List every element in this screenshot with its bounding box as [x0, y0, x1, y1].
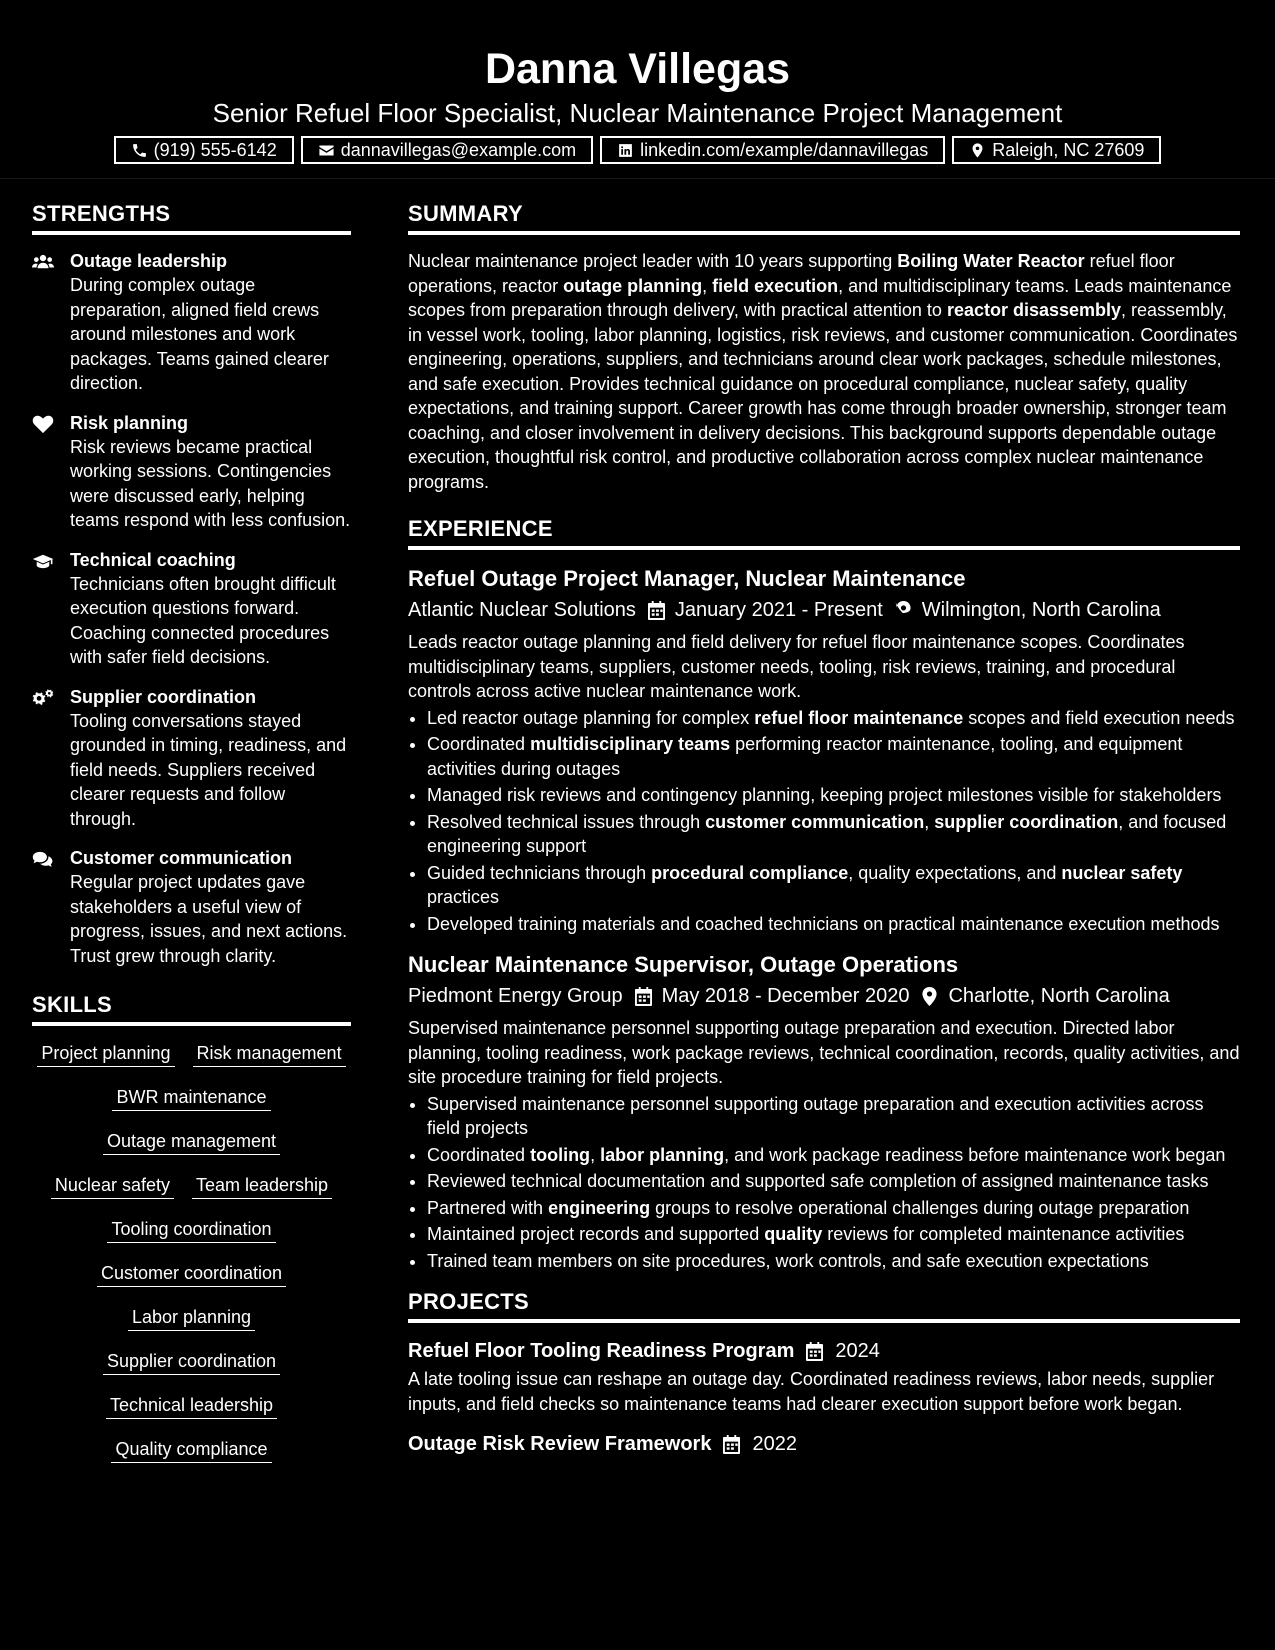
- skill-tag: Labor planning: [128, 1306, 255, 1331]
- project-header: [408, 1430, 1240, 1458]
- project-header: [408, 1337, 1240, 1365]
- gears-icon: [32, 688, 54, 708]
- job-bullet: • Coordinated tooling, labor planning, and work package readiness before maintenance work began: [427, 1143, 1240, 1168]
- calendar-icon: [806, 1342, 823, 1361]
- map-pin-icon: [921, 987, 938, 1006]
- skill-tag: Outage management: [103, 1130, 280, 1155]
- strength-desc: Regular project updates gave stakeholders a useful view of progress, issues, and next actions. Trust grew through clarity.: [70, 872, 348, 966]
- strength-desc: During complex outage preparation, aligned field crews around milestones and work packages. Teams gained clearer direction.: [70, 275, 329, 393]
- strength-title: Supplier coordination: [70, 686, 257, 707]
- calendar-icon: [635, 987, 652, 1006]
- job-entry: [408, 564, 1240, 936]
- calendar-icon: [723, 1435, 740, 1454]
- job-description: Supervised maintenance personnel supporting outage preparation and execution. Directed labor planning, tooling readiness, work package reviews, technical coordination, records, quality activities, and site procedure training for field projects.: [408, 1018, 1240, 1087]
- strength-title: Customer communication: [70, 848, 293, 868]
- left-column: [32, 199, 351, 1463]
- skill-tag: Technical leadership: [106, 1394, 277, 1419]
- job-bullet: • Supervised maintenance personnel supporting outage preparation and execution activities across field projects: [427, 1092, 1240, 1141]
- calendar-icon: [648, 601, 665, 620]
- job-location: Wilmington, North Carolina: [921, 599, 1161, 621]
- strength-item: [32, 846, 351, 968]
- strengths-heading: STRENGTHS: [32, 199, 351, 235]
- map-pin-icon: [895, 601, 912, 620]
- job-bullet: • Partnered with engineering groups to resolve operational challenges during outage preparation: [427, 1196, 1240, 1221]
- contact-linkedin[interactable]: [600, 136, 945, 164]
- job-bullet: • Managed risk reviews and contingency planning, keeping project milestones visible for stakeholders: [427, 783, 1240, 808]
- project-entry: [408, 1337, 1240, 1416]
- skill-tag: Project planning: [37, 1042, 174, 1067]
- contact-email-text: dannavillegas@example.com: [340, 139, 577, 160]
- contact-linkedin-text: linkedin.com/example/dannavillegas: [640, 139, 929, 160]
- heart-icon: [32, 414, 54, 434]
- project-entry: [408, 1430, 1240, 1458]
- skill-tag: Supplier coordination: [103, 1350, 280, 1375]
- job-entry: [408, 950, 1240, 1273]
- right-column: [408, 199, 1240, 1458]
- strength-item: [32, 548, 351, 670]
- job-location: Charlotte, North Carolina: [948, 985, 1170, 1007]
- contact-bar: [0, 136, 1275, 164]
- strength-item: [32, 685, 351, 832]
- job-bullet: • Trained team members on site procedures, work controls, and safe execution expectations: [427, 1249, 1240, 1274]
- candidate-name: Danna Villegas: [484, 45, 791, 93]
- job-title: Nuclear Maintenance Supervisor, Outage Operations: [408, 952, 959, 977]
- job-bullets: [408, 1092, 1240, 1274]
- projects-heading: PROJECTS: [408, 1287, 1240, 1323]
- job-meta: [408, 982, 1240, 1010]
- strength-item: [32, 249, 351, 396]
- project-title: Refuel Floor Tooling Readiness Program: [408, 1340, 795, 1362]
- project-title: Outage Risk Review Framework: [408, 1433, 712, 1455]
- skill-tag: Tooling coordination: [107, 1218, 275, 1243]
- strength-item: [32, 411, 351, 533]
- contact-email[interactable]: [301, 136, 593, 164]
- job-company: Piedmont Energy Group: [408, 985, 623, 1007]
- skill-tag: Team leadership: [192, 1174, 332, 1199]
- strength-title: Technical coaching: [70, 549, 236, 570]
- job-bullet: • Resolved technical issues through customer communication, supplier coordination, and focused engineering support: [427, 810, 1240, 859]
- strength-title: Outage leadership: [70, 251, 228, 271]
- phone-icon: [131, 142, 148, 159]
- skills-heading: SKILLS: [32, 990, 351, 1026]
- job-meta: [408, 596, 1240, 624]
- project-description: A late tooling issue can reshape an outage day. Coordinated readiness reviews, labor needs, supplier inputs, and field checks so maintenance teams had clearer execution support before work began.: [408, 1369, 1215, 1414]
- job-dates: May 2018 - December 2020: [661, 985, 910, 1007]
- resume-header: [0, 0, 1275, 179]
- map-pin-icon: [969, 142, 986, 159]
- contact-location-text: Raleigh, NC 27609: [992, 139, 1145, 160]
- skill-tag: Risk management: [193, 1042, 346, 1067]
- candidate-headline: Senior Refuel Floor Specialist, Nuclear Maintenance Project Management: [212, 98, 1063, 128]
- users-icon: [32, 252, 54, 272]
- job-bullet: • Developed training materials and coached technicians on practical maintenance execution methods: [427, 912, 1240, 937]
- job-bullet: • Led reactor outage planning for complex refuel floor maintenance scopes and field execution needs: [427, 706, 1240, 731]
- job-bullet: • Reviewed technical documentation and supported safe completion of assigned maintenance tasks: [427, 1169, 1240, 1194]
- experience-heading: EXPERIENCE: [408, 514, 1240, 550]
- skill-tag: BWR maintenance: [112, 1086, 270, 1111]
- summary-heading: SUMMARY: [408, 199, 1240, 235]
- strength-title: Risk planning: [70, 412, 189, 433]
- graduation-cap-icon: [32, 551, 54, 571]
- strength-desc: Tooling conversations stayed grounded in timing, readiness, and field needs. Suppliers received clearer requests and follow through.: [70, 710, 347, 829]
- skill-tag: Customer coordination: [97, 1262, 286, 1287]
- skills-list: [32, 1040, 351, 1463]
- contact-phone[interactable]: [114, 136, 294, 164]
- job-bullet: • Coordinated multidisciplinary teams performing reactor maintenance, tooling, and equipment activities during outages: [427, 732, 1240, 781]
- envelope-icon: [318, 142, 335, 159]
- project-year: 2022: [752, 1433, 797, 1455]
- job-description: Leads reactor outage planning and field delivery for refuel floor maintenance scopes. Coordinates multidisciplinary teams, suppliers, customer needs, tooling, risk reviews, training, and procedural controls across active nuclear maintenance work.: [408, 632, 1185, 701]
- job-title: Refuel Outage Project Manager, Nuclear Maintenance: [408, 566, 966, 591]
- summary-text: Nuclear maintenance project leader with 10 years supporting Boiling Water Reactor refuel floor operations, reactor outage planning, field execution, and multidisciplinary teams. Leads maintenance scopes from preparation through delivery, with practical attention to reactor disassembly, reassembly, in vessel work, tooling, labor planning, logistics, risk reviews, and customer communication. Coordinates engineering, operations, suppliers, and technicians around clear work packages, schedule milestones, and safe execution. Provides technical guidance on procedural compliance, nuclear safety, quality expectations, and training support. Career growth has come through broader ownership, stronger team coaching, and closer involvement in delivery decisions. This background supports dependable outage execution, thoughtful risk control, and productive collaboration across complex nuclear maintenance programs.: [408, 251, 1238, 492]
- comments-icon: [32, 849, 54, 869]
- job-bullet: • Guided technicians through procedural compliance, quality expectations, and nuclear safety practices: [427, 861, 1240, 910]
- strength-desc: Risk reviews became practical working sessions. Contingencies were discussed early, helping teams respond with less confusion.: [70, 436, 351, 530]
- linkedin-icon: [617, 142, 634, 159]
- contact-phone-text: (919) 555-6142: [153, 139, 277, 160]
- job-bullets: [408, 706, 1240, 937]
- job-company: Atlantic Nuclear Solutions: [408, 599, 636, 621]
- strength-desc: Technicians often brought difficult execution questions forward. Coaching connected procedures with safer field decisions.: [70, 573, 336, 667]
- contact-location: [952, 136, 1161, 164]
- skill-tag: Nuclear safety: [51, 1174, 174, 1199]
- project-year: 2024: [835, 1340, 880, 1362]
- skill-tag: Quality compliance: [111, 1438, 271, 1463]
- job-bullet: • Maintained project records and supported quality reviews for completed maintenance activities: [427, 1222, 1240, 1247]
- job-dates: January 2021 - Present: [674, 599, 883, 621]
